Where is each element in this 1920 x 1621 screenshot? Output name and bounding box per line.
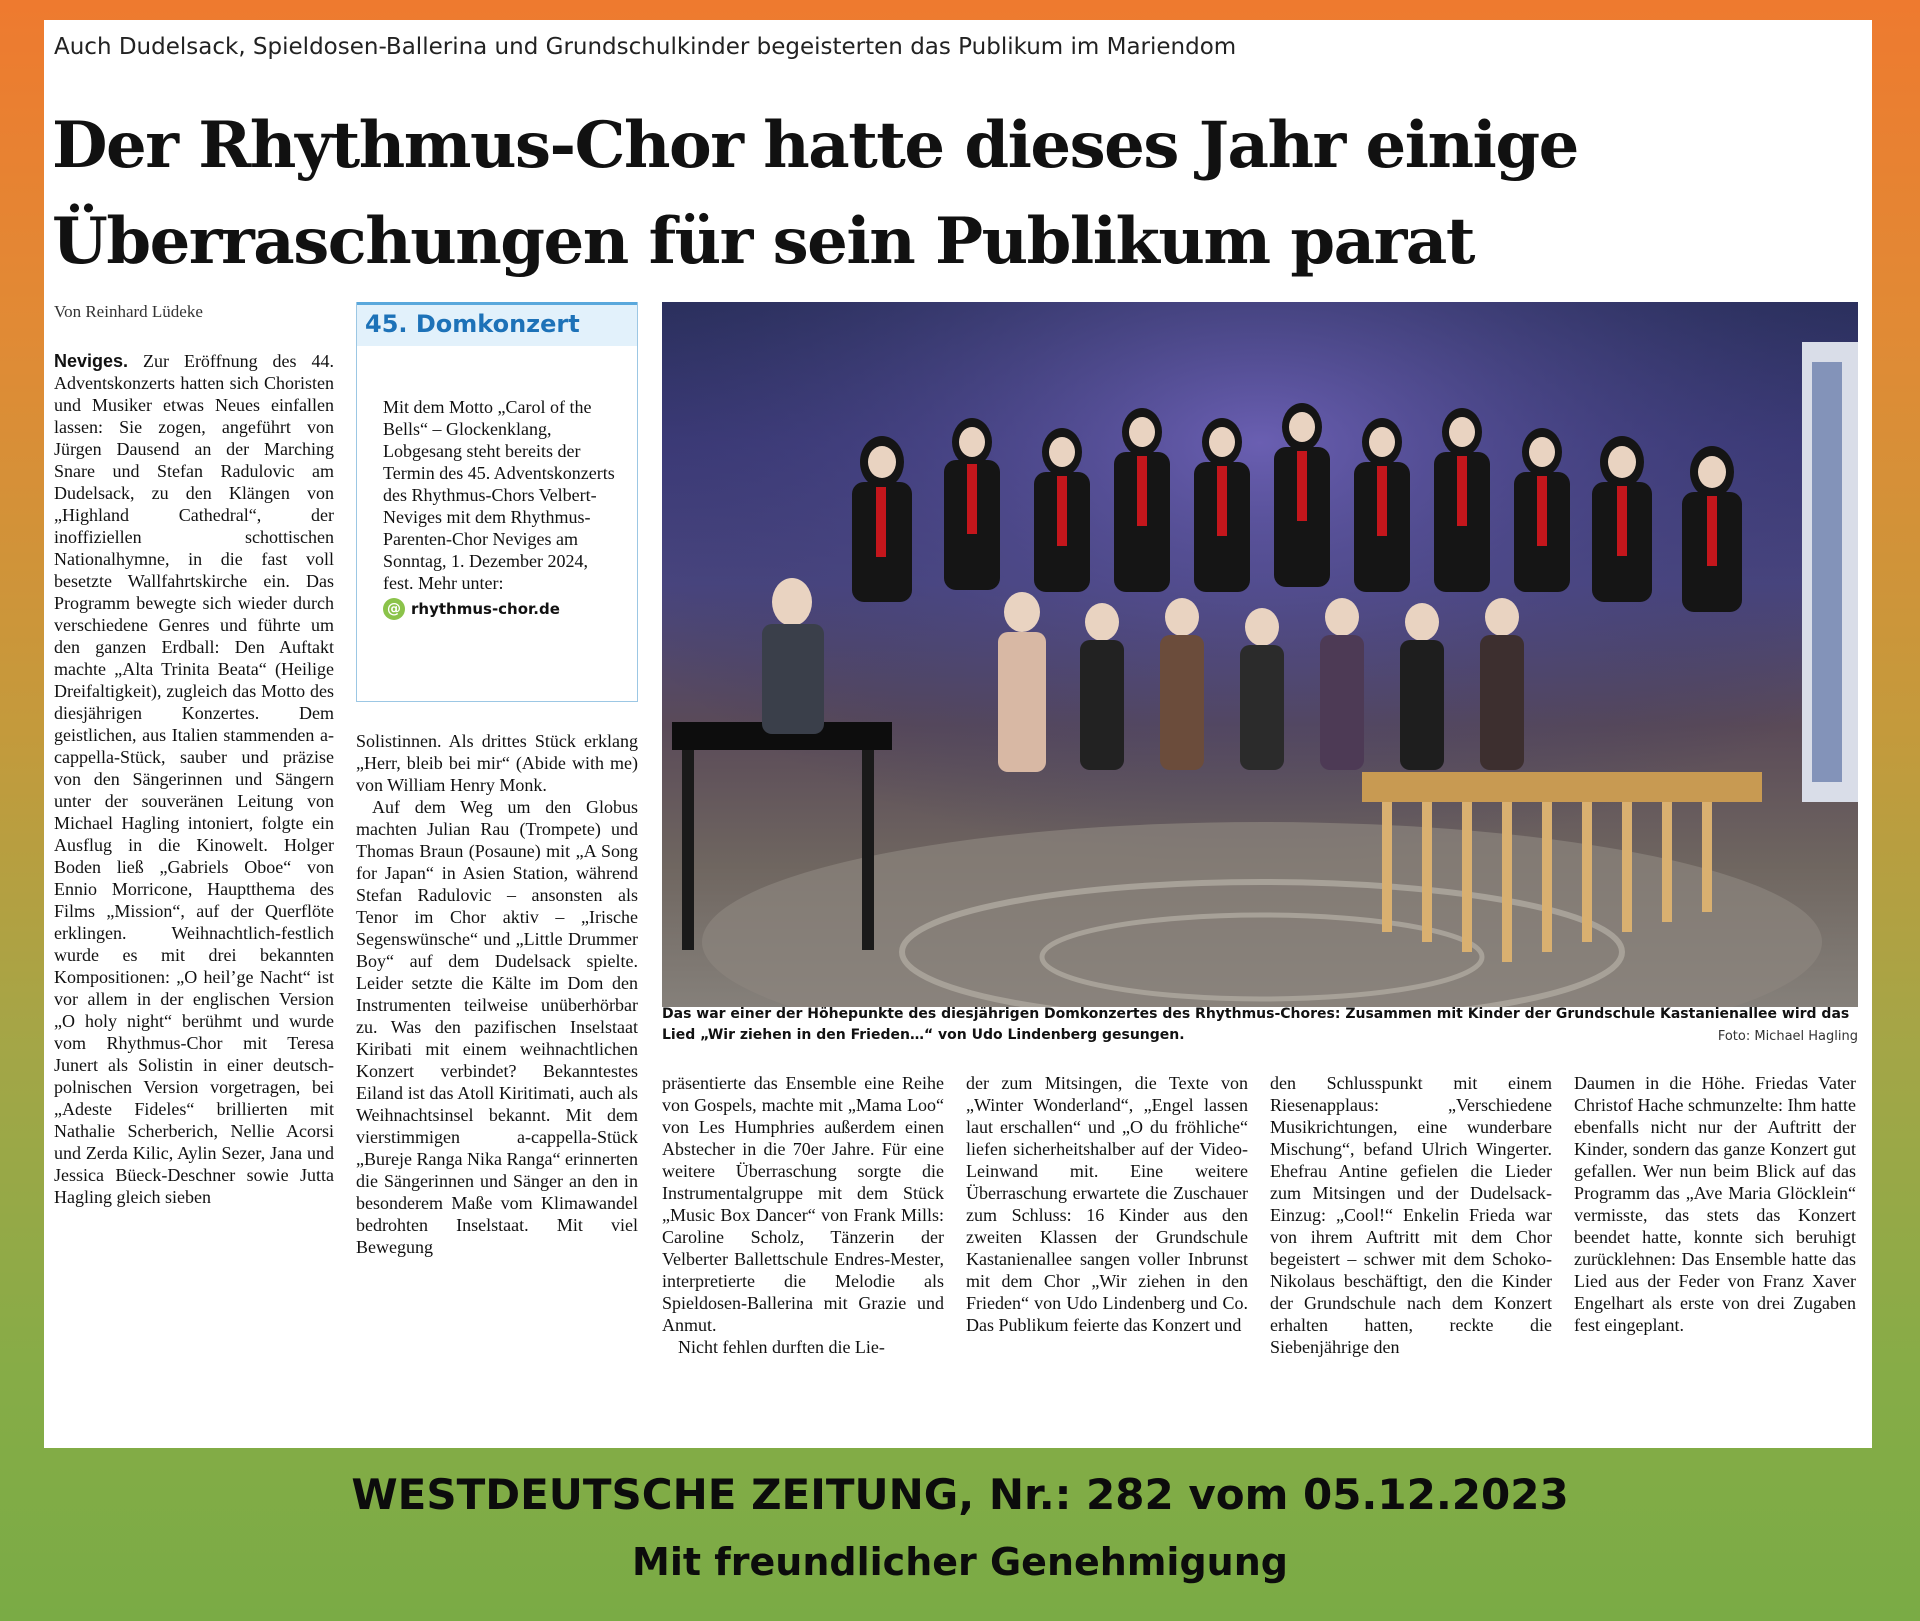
- column-6-text: Daumen in die Höhe. Friedas Vater Christof Hache schmunzelte: Ihm hatte ebenfalls nicht nur der Auftritt der Kinder, sondern das ganze Konzert gut gefallen. Wer nun beim Blick auf das Programm das „Ave Maria Glöcklein“ vermisste, das stets das Konzert beendet hatte, konnte sich beruhigt zurücklehnen: Das Ensemble hatte das Lied aus der Feder von Franz Xaver Engelhart als erste von drei Zugaben fest eingeplant.: [1574, 1073, 1856, 1335]
- info-box-link[interactable]: [383, 598, 617, 620]
- column-2-paragraph-2: Auf dem Weg um den Globus machten Julian Rau (Trompete) und Thomas Braun (Posaune) mit „A Song for Japan“ in Asien Station, während Stefan Radulovic – ansonsten als Tenor im Chor aktiv – „Irische Segenswünsche“ und „Little Drummer Boy“ auf dem Dudelsack spielte. Leider setzte die Kälte im Dom den Instrumenten teilweise unüberhörbar zu. Was den pazifischen Inselstaat Kiribati mit einem weihnachtlichen Konzert verbindet? Bekanntestes Eiland ist das Atoll Kiritimati, auch als Weihnachtsinsel bekannt. Mit dem vierstimmigen a-cappella-Stück „Bureje Ranga Nika Ranga“ erinnerten die Sängerinnen und Sänger an den in besonderem Maße vom Klimawandel bedrohten Inselstaat. Mit viel Bewegung: [356, 797, 638, 1257]
- dateline: Neviges.: [54, 351, 129, 371]
- info-box-link-text[interactable]: rhythmus-chor.de: [411, 600, 560, 618]
- info-box: [356, 302, 638, 702]
- headline-line-2: Überraschungen für sein Publikum parat: [52, 204, 1474, 279]
- permission-line: Mit freundlicher Genehmigung: [632, 1540, 1288, 1584]
- article-headline: [52, 98, 1862, 290]
- article-column-1: [54, 350, 334, 1440]
- at-icon: @: [383, 598, 405, 620]
- choir-photo-illustration: [662, 302, 1858, 1007]
- article-column-3: [662, 1072, 944, 1442]
- column-2-paragraph-1: Solistinnen. Als drittes Stück erklang „Herr, bleib bei mir“ (Abide with me) von William Henry Monk.: [356, 731, 638, 795]
- photo-caption: Das war einer der Höhepunkte des diesjährigen Domkonzertes des Rhythmus-Chores: Zusammen mit Kinder der Grundschule Kastanienallee wird das Lied „Wir ziehen in den Frieden…“ von Udo Lindenberg gesungen.: [662, 1006, 1850, 1043]
- newspaper-clipping: [44, 20, 1872, 1448]
- column-1-text: Zur Eröffnung des 44. Adventskonzerts hatten sich Choristen und Musiker etwas Neues einfallen lassen: Sie zogen, angeführt von Jürgen Dausend an der Marching Snare und Stefan Radulovic am Dudelsack, zu den Klängen von „Highland Cathedral“, der inoffiziellen schottischen Nationalhymne, in die fast voll besetzte Wallfahrtskirche ein. Das Programm bewegte sich wieder durch verschiedene Genres und führte um den ganzen Erdball: Den Auftakt machte „Alta Trinita Beata“ (Heilige Dreifaltigkeit), zugleich das Motto des diesjährigen Konzertes. Dem geistlichen, aus Italien stammenden a-cappella-Stück, sauber und präzise von den Sängerinnen und Sängern unter der souveränen Leitung von Michael Hagling intoniert, folgte ein Ausflug in die Kinowelt. Holger Boden ließ „Gabriels Oboe“ von Ennio Morricone, Hauptthema des Films „Mission“, auf der Querflöte erklingen. Weihnachtlich-festlich wurde es mit drei bekannten Kompositionen: „O heil’ge Nacht“ ist vor allem in der englischen Version „O holy night“ berühmt und wurde vom Rhythmus-Chor mit Teresa Junert als Solistin in einer deutsch-polnischen Version vorgetragen, bei „Adeste Fideles“ brillierten mit Nathalie Scherberich, Nellie Acorsi und Zerda Kilic, Aylin Sezer, Jana und Jessica Büeck-Deschner sowie Jutta Hagling gleich sieben: [54, 351, 334, 1207]
- column-4-text: der zum Mitsingen, die Texte von „Winter Wonderland“, „Engel lassen laut erschallen“ und „O du fröhliche“ liefen sicherheitshalber auf der Video-Leinwand mit. Eine weitere Überraschung erwartete die Zuschauer zum Schluss: 16 Kinder aus den zweiten Klassen der Grundschule Kastanienallee sangen voller Inbrunst mit dem Chor „Wir ziehen in den Frieden“ von Udo Lindenberg und Co. Das Publikum feierte das Konzert und: [966, 1073, 1248, 1335]
- article-column-5: [1270, 1072, 1552, 1442]
- column-3-paragraph-2: Nicht fehlen durften die Lie-: [678, 1337, 885, 1357]
- headline-line-1: Der Rhythmus-Chor hatte dieses Jahr einige: [52, 108, 1578, 183]
- byline: Von Reinhard Lüdeke: [54, 302, 203, 321]
- article-column-4: [966, 1072, 1248, 1442]
- info-box-text: Mit dem Motto „Carol of the Bells“ – Glockenklang, Lobgesang steht bereits der Termin des 45. Adventskonzerts des Rhythmus-Chors Velbert-Neviges mit dem Rhythmus-Parenten-Chor Neviges am Sonntag, 1. Dezember 2024, fest. Mehr unter:: [383, 397, 615, 593]
- column-3-paragraph-1: präsentierte das Ensemble eine Reihe von Gospels, machte mit „Mama Loo“ von Les Humphries außerdem einen Abstecher in die 70er Jahre. Für eine weitere Überraschung sorgte die Instrumentalgruppe mit dem Stück „Music Box Dancer“ von Frank Mills: Caroline Scholz, Tänzerin der Velberter Ballettschule Endres-Mester, interpretierte die Melodie als Spieldosen-Ballerina mit Grazie und Anmut.: [662, 1073, 944, 1335]
- article-kicker: Auch Dudelsack, Spieldosen-Ballerina und Grundschulkinder begeisterten das Publikum im Mariendom: [54, 34, 1237, 60]
- source-line: WESTDEUTSCHE ZEITUNG, Nr.: 282 vom 05.12.2023: [351, 1470, 1569, 1519]
- column-5-text: den Schlusspunkt mit einem Riesenapplaus: „Verschiedene Musikrichtungen, eine wunderbare Mischung“, befand Ulrich Wingerter. Ehefrau Antine gefielen die Lieder zum Mitsingen und der Dudelsack-Einzug: „Cool!“ Enkelin Frieda war von ihrem Auftritt mit dem Chor begeistert – schwer mit dem Schoko-Nikolaus beschäftigt, den die Kinder der Grundschule nach dem Konzert erhalten hatten, reckte die Siebenjährige den: [1270, 1073, 1552, 1357]
- choir-photo: [662, 302, 1858, 1007]
- info-box-title: 45. Domkonzert: [357, 302, 637, 346]
- photo-credit: Foto: Michael Hagling: [1717, 1029, 1858, 1044]
- article-column-6: [1574, 1072, 1856, 1442]
- article-column-2: [356, 730, 638, 1442]
